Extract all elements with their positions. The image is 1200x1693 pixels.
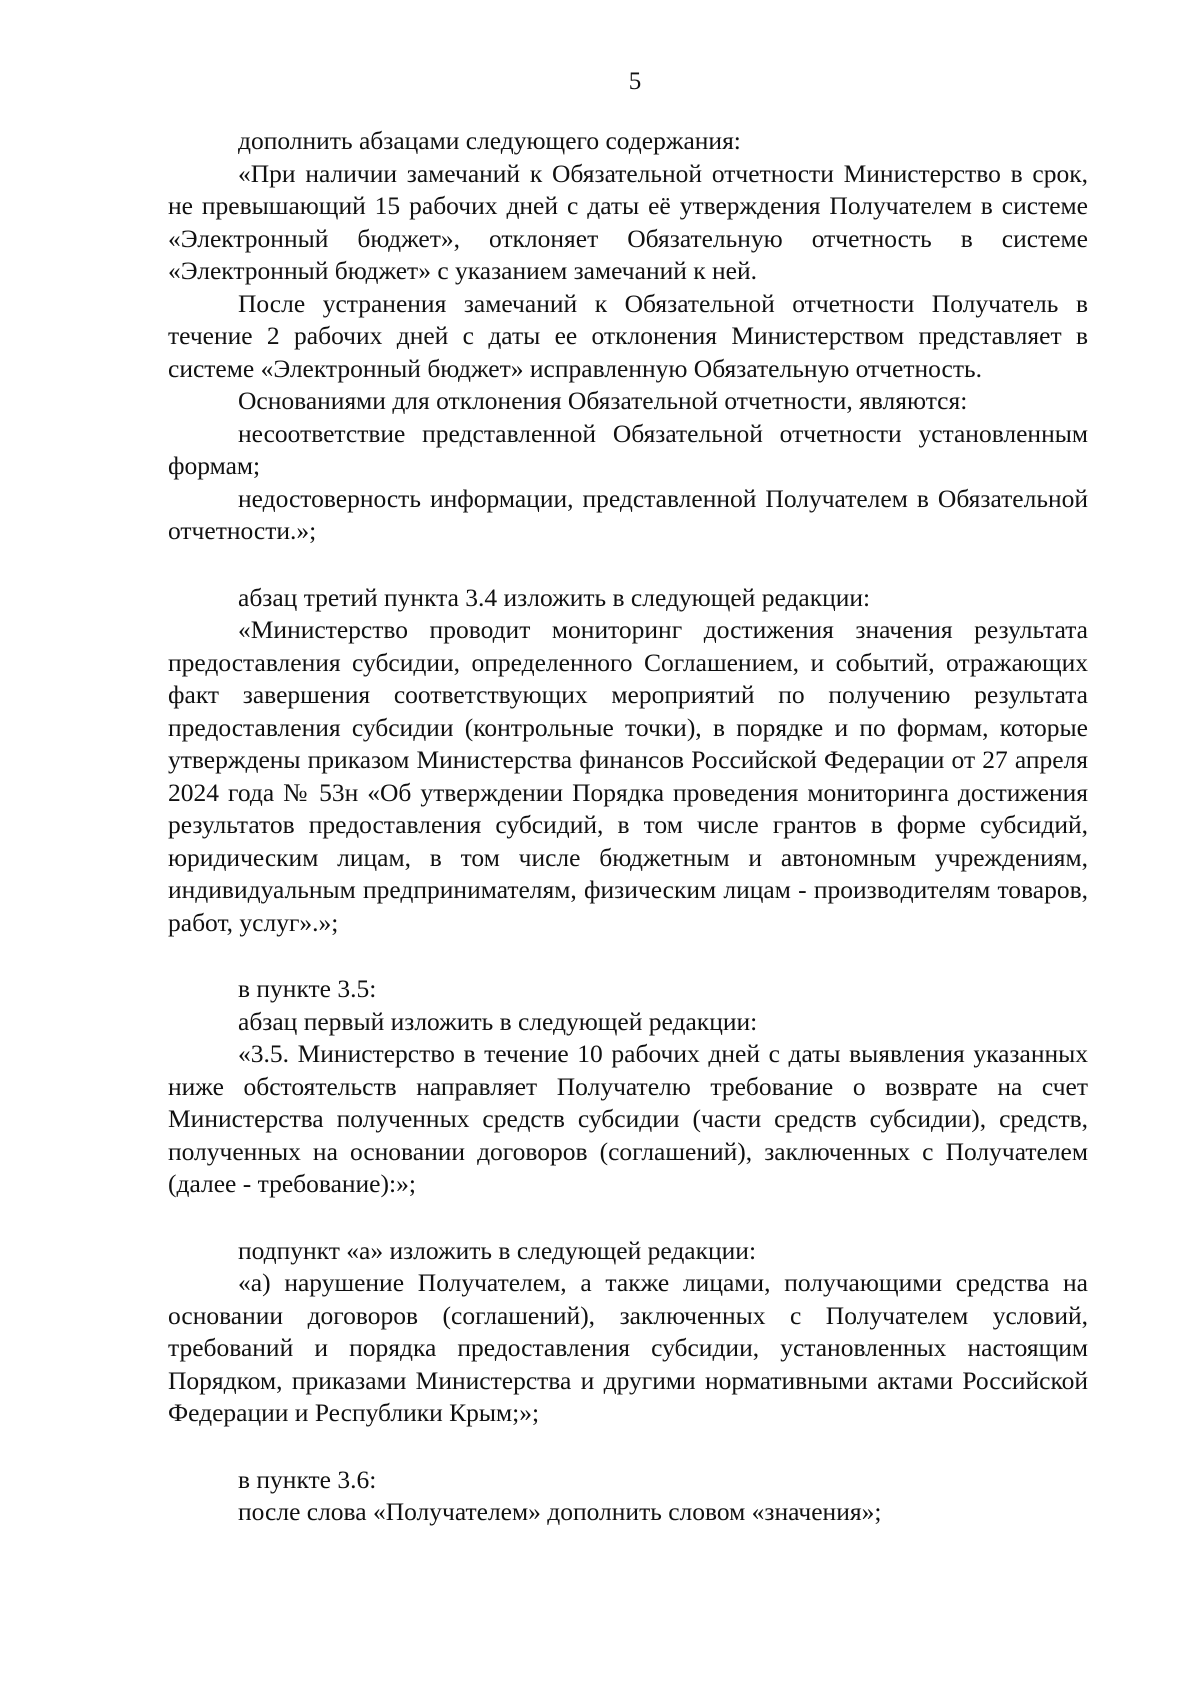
paragraph: подпункт «а» изложить в следующей редакции: (238, 1235, 757, 1265)
paragraph: После устранения замечаний к Обязательной отчетности Получатель в течение 2 рабочих дней с даты ее отклонения Министерством представляет в системе «Электронный бюджет» исправленную Обязательную отчетность. (168, 288, 1088, 383)
paragraph: абзац третий пункта 3.4 изложить в следующей редакции: (238, 582, 871, 612)
paragraph-gap (168, 1430, 1088, 1464)
paragraph-gap (168, 548, 1088, 582)
paragraph-gap (168, 1201, 1088, 1235)
paragraph: «Министерство проводит мониторинг достижения значения результата предоставления субсидии, определенного Соглашением, и событий, отражающих факт завершения соответствующих мероприятий по получению результата предоставления субсидии (контрольные точки), в порядке и по формам, которые утверждены приказом Министерства финансов Российской Федерации от 27 апреля 2024 года № 53н «Об утверждении Порядка проведения мониторинга достижения результатов предоставления субсидий, в том числе грантов в форме субсидий, юридическим лицам, в том числе бюджетным и автономным учреждениям, индивидуальным предпринимателям, физическим лицам - производителям товаров, работ, услуг».»; (168, 615, 1088, 937)
page-number: 5 (628, 68, 642, 95)
paragraph: абзац первый изложить в следующей редакции: (238, 1006, 758, 1036)
paragraph-gap (168, 939, 1088, 973)
paragraph: дополнить абзацами следующего содержания: (238, 126, 741, 155)
paragraph: недостоверность информации, представленной Получателем в Обязательной отчетности.»; (168, 483, 1088, 545)
paragraph: в пункте 3.6: (238, 1464, 377, 1494)
paragraph: «При наличии замечаний к Обязательной отчетности Министерство в срок, не превышающий 15 рабочих дней с даты её утверждения Получателем в системе «Электронный бюджет», отклоняет Обязательную отчетность в системе «Электронный бюджет» с указанием замечаний к ней. (168, 158, 1088, 285)
paragraph: «3.5. Министерство в течение 10 рабочих дней с даты выявления указанных ниже обстоятельств направляет Получателю требование о возврате на счет Министерства полученных средств субсидии (части средств субсидии), средств, полученных на основании договоров (соглашений), заключенных с Получателем (далее - требование):»; (168, 1039, 1088, 1198)
document-body (168, 125, 1088, 1529)
paragraph: Основаниями для отклонения Обязательной отчетности, являются: (238, 386, 968, 415)
paragraph: несоответствие представленной Обязательной отчетности установленным формам; (168, 418, 1088, 480)
paragraph: после слова «Получателем» дополнить словом «значения»; (238, 1497, 882, 1526)
paragraph: в пункте 3.5: (238, 974, 377, 1003)
paragraph: «а) нарушение Получателем, а также лицами, получающими средства на основании договоров (соглашений), заключенных с Получателем условий, требований и порядка предоставления субсидии, установленных настоящим Порядком, приказами Министерства и другими нормативными актами Российской Федерации и Республики Крым;»; (168, 1268, 1088, 1427)
